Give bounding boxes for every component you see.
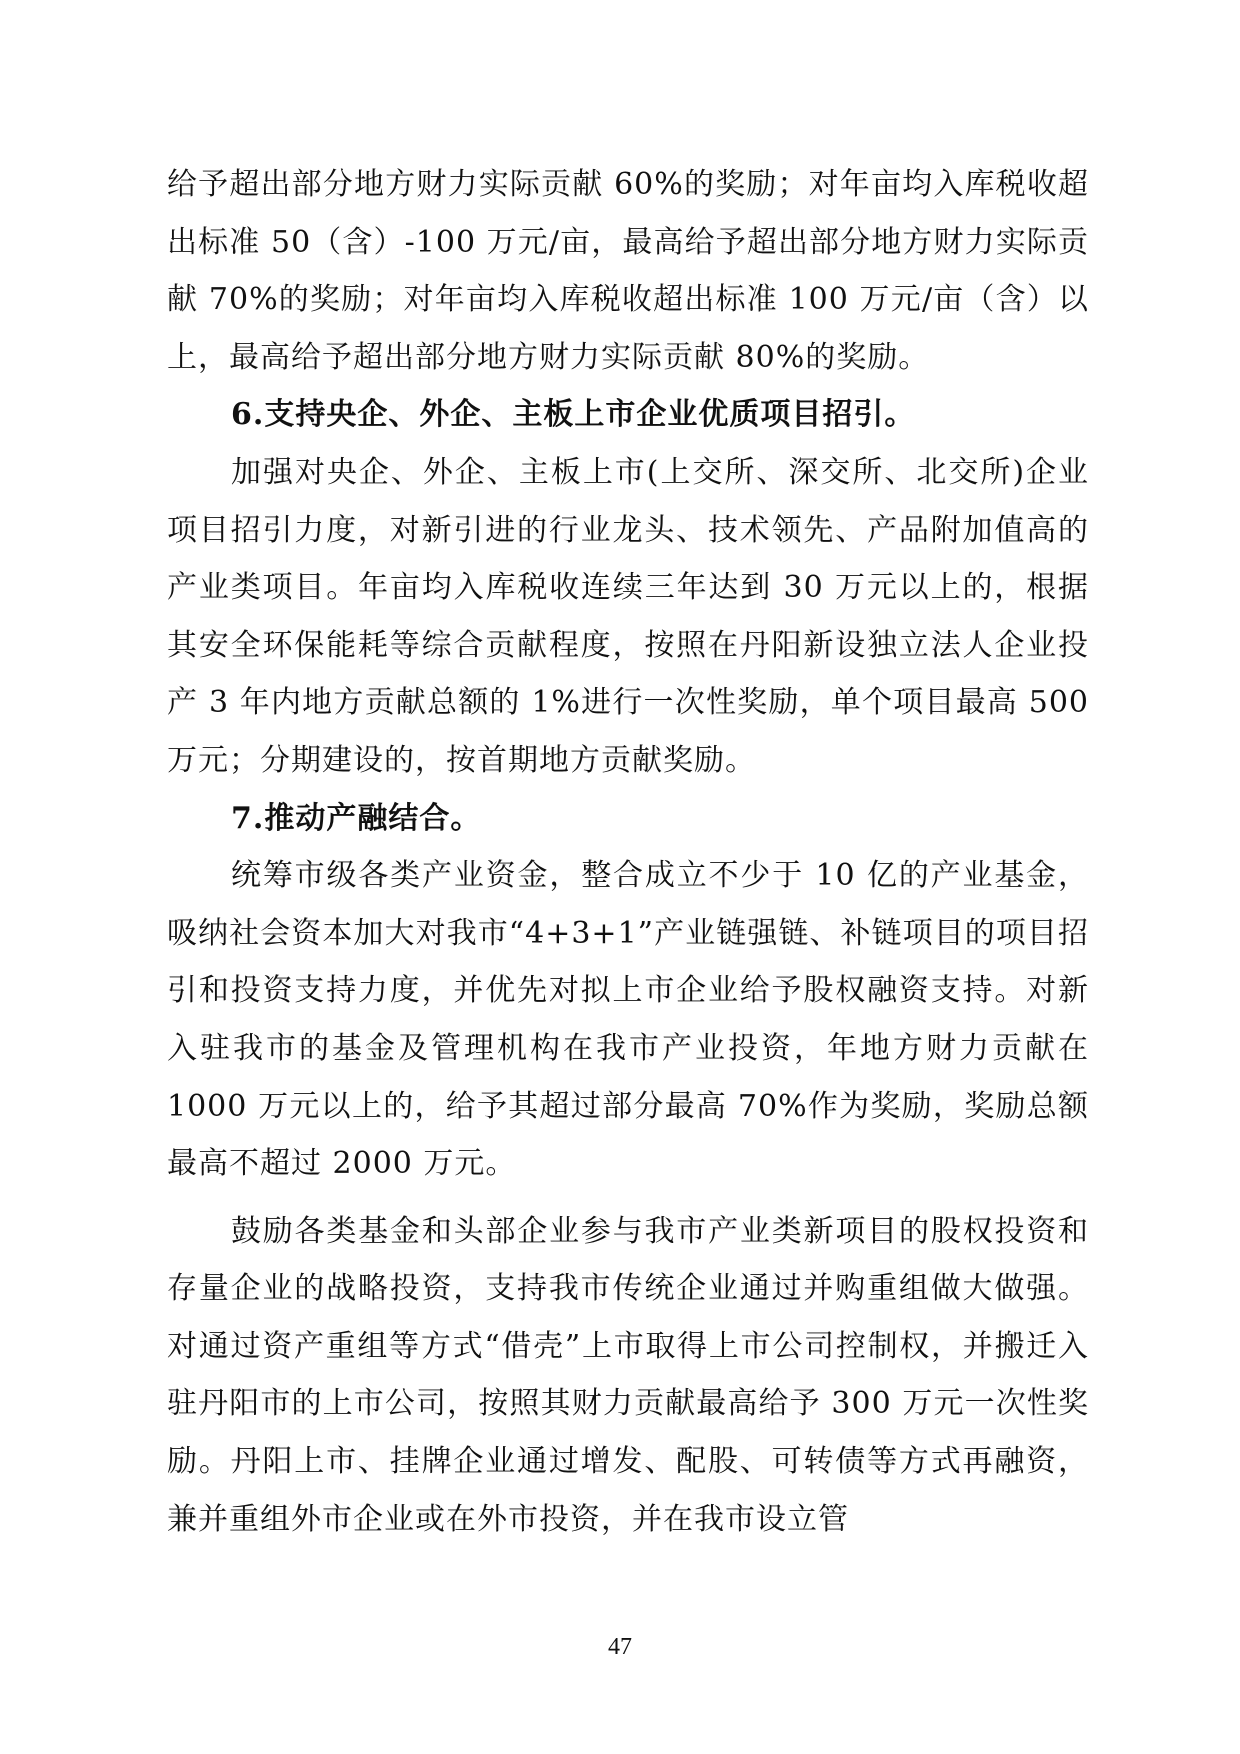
heading-section-7: 7.推动产融结合。 xyxy=(231,800,482,836)
document-body xyxy=(167,156,1089,1548)
paragraph-reward-tiers: 给予超出部分地方财力实际贡献 60%的奖励；对年亩均入库税收超出标准 50（含）-100 万元/亩，最高给予超出部分地方财力实际贡献 70%的奖励；对年亩均入库税收超出标准 100 万元/亩（含）以上，最高给予超出部分地方财力实际贡献 80%的奖励。 xyxy=(167,167,1089,375)
paragraph-section-6-body: 加强对央企、外企、主板上市(上交所、深交所、北交所)企业项目招引力度，对新引进的行业龙头、技术领先、产品附加值高的产业类项目。年亩均入库税收连续三年达到 30 万元以上的，根据其安全环保能耗等综合贡献程度，按照在丹阳新设独立法人企业投产 3 年内地方贡献总额的 1%进行一次性奖励，单个项目最高 500 万元；分期建设的，按首期地方贡献奖励。 xyxy=(167,454,1089,778)
page-number: 47 xyxy=(608,1634,632,1660)
heading-section-6: 6.支持央企、外企、主板上市企业优质项目招引。 xyxy=(231,397,916,433)
paragraph-section-7-body: 统筹市级各类产业资金，整合成立不少于 10 亿的产业基金，吸纳社会资本加大对我市“4+3+1”产业链强链、补链项目的项目招引和投资支持力度，并优先对拟上市企业给予股权融资支持。对新入驻我市的基金及管理机构在我市产业投资，年地方财力贡献在 1000 万元以上的，给予其超过部分最高 70%作为奖励，奖励总额最高不超过 2000 万元。 xyxy=(167,858,1089,1182)
paragraph-section-7-continued: 鼓励各类基金和头部企业参与我市产业类新项目的股权投资和存量企业的战略投资，支持我市传统企业通过并购重组做大做强。对通过资产重组等方式“借壳”上市取得上市公司控制权，并搬迁入驻丹阳市的上市公司，按照其财力贡献最高给予 300 万元一次性奖励。丹阳上市、挂牌企业通过增发、配股、可转债等方式再融资，兼并重组外市企业或在外市投资，并在我市设立管 xyxy=(167,1213,1089,1537)
